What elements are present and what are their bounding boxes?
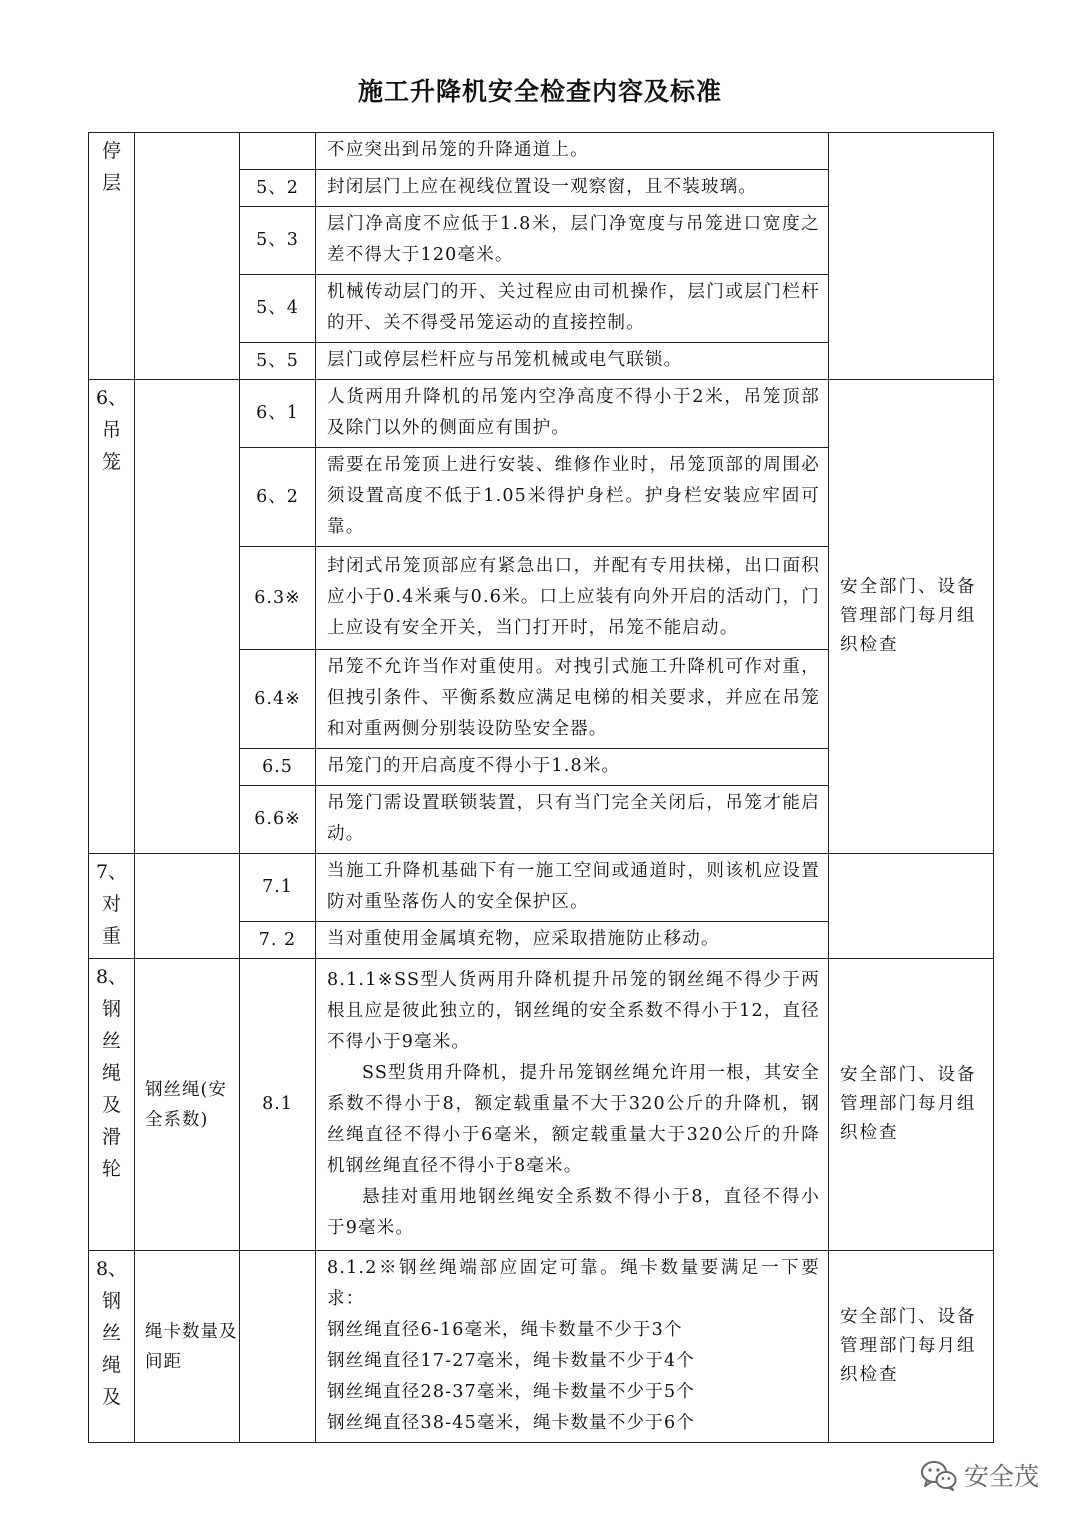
item-number	[240, 133, 316, 170]
item-number: 5、5	[240, 343, 316, 380]
item-content: 当对重使用金属填充物，应采取措施防止移动。	[316, 922, 829, 959]
watermark-text: 安全茂	[964, 1462, 1040, 1491]
item-content: 吊笼门的开启高度不得小于1.8米。	[316, 749, 829, 786]
item-number: 5、2	[240, 170, 316, 207]
table-row	[89, 959, 994, 1251]
dept-cell: 安全部门、设备管理部门每月组织检查	[829, 1251, 994, 1443]
item-number: 7. 2	[240, 922, 316, 959]
item-number: 6、2	[240, 448, 316, 547]
table-row	[89, 1251, 994, 1443]
item-content: 吊笼门需设置联锁装置，只有当门完全关闭后，吊笼才能启动。	[316, 786, 829, 854]
sub-category-cell	[135, 133, 240, 380]
category-cell: 8、 钢 丝 绳 及 滑 轮	[89, 959, 135, 1251]
item-content: 当施工升降机基础下有一施工空间或通道时，则该机应设置防对重坠落伤人的安全保护区。	[316, 854, 829, 922]
category-cell: 停 层	[89, 133, 135, 380]
watermark	[920, 1455, 1039, 1495]
item-content: 人货两用升降机的吊笼内空净高度不得小于2米，吊笼顶部及除门以外的侧面应有围护。	[316, 380, 829, 448]
sub-category-cell: 钢丝绳(安全系数)	[135, 959, 240, 1251]
item-content: 吊笼不允许当作对重使用。对拽引式施工升降机可作对重，但拽引条件、平衡系数应满足电梯的相关要求，并应在吊笼和对重两侧分别装设防坠安全器。	[316, 650, 829, 749]
table-row	[89, 854, 994, 922]
item-content: 不应突出到吊笼的升降通道上。	[316, 133, 829, 170]
dept-cell	[829, 133, 994, 380]
page-title: 施工升降机安全检查内容及标准	[357, 77, 722, 106]
item-content: 8.1.1※SS型人货两用升降机提升吊笼的钢丝绳不得少于两根且应是彼此独立的，钢丝绳的安全系数不得小于12，直径不得小于9毫米。 SS型货用升降机，提升吊笼钢丝绳允许用一根，其安全系数不得小于8，额定载重量不大于320公斤的升降机，钢丝绳直径不得小于6毫米，额定载重量大于320公斤的升降机钢丝绳直径不得小于8毫米。 悬挂对重用地钢丝绳安全系数不得小于8，直径不得小于9毫米。	[316, 959, 829, 1251]
item-number: 7.1	[240, 854, 316, 922]
item-number: 6.5	[240, 749, 316, 786]
item-content: 封闭式吊笼顶部应有紧急出口，并配有专用扶梯，出口面积应小于0.4米乘与0.6米。口上应装有向外开启的活动门，门上应设有安全开关，当门打开时，吊笼不能启动。	[316, 547, 829, 650]
table-row	[89, 133, 994, 170]
item-number: 6.4※	[240, 650, 316, 749]
item-content: 机械传动层门的开、关过程应由司机操作，层门或层门栏杆的开、关不得受吊笼运动的直接控制。	[316, 275, 829, 343]
category-cell: 7、 对 重	[89, 854, 135, 959]
sub-category-cell: 绳卡数量及间距	[135, 1251, 240, 1443]
item-content: 层门或停层栏杆应与吊笼机械或电气联锁。	[316, 343, 829, 380]
dept-cell: 安全部门、设备管理部门每月组织检查	[829, 380, 994, 854]
item-number: 6.3※	[240, 547, 316, 650]
item-content: 需要在吊笼顶上进行安装、维修作业时，吊笼顶部的周围必须设置高度不低于1.05米得护身栏。护身栏安装应牢固可靠。	[316, 448, 829, 547]
dept-cell: 安全部门、设备管理部门每月组织检查	[829, 959, 994, 1251]
category-cell: 8、 钢 丝 绳 及	[89, 1251, 135, 1443]
dept-cell	[829, 854, 994, 959]
item-number: 6、1	[240, 380, 316, 448]
sub-category-cell	[135, 854, 240, 959]
item-number	[240, 1251, 316, 1443]
item-content: 层门净高度不应低于1.8米，层门净宽度与吊笼进口宽度之差不得大于120毫米。	[316, 207, 829, 275]
item-number: 8.1	[240, 959, 316, 1251]
category-cell: 6、 吊 笼	[89, 380, 135, 854]
item-content: 封闭层门上应在视线位置设一观察窗，且不装玻璃。	[316, 170, 829, 207]
table-row	[89, 380, 994, 448]
wechat-icon	[920, 1459, 958, 1491]
item-number: 5、3	[240, 207, 316, 275]
sub-category-cell	[135, 380, 240, 854]
item-number: 5、4	[240, 275, 316, 343]
inspection-table	[88, 132, 994, 1443]
item-number: 6.6※	[240, 786, 316, 854]
item-content: 8.1.2※钢丝绳端部应固定可靠。绳卡数量要满足一下要求： 钢丝绳直径6-16毫米，绳卡数量不少于3个 钢丝绳直径17-27毫米，绳卡数量不少于4个 钢丝绳直径28-37毫米，绳卡数量不少于5个 钢丝绳直径38-45毫米，绳卡数量不少于6个	[316, 1251, 829, 1443]
